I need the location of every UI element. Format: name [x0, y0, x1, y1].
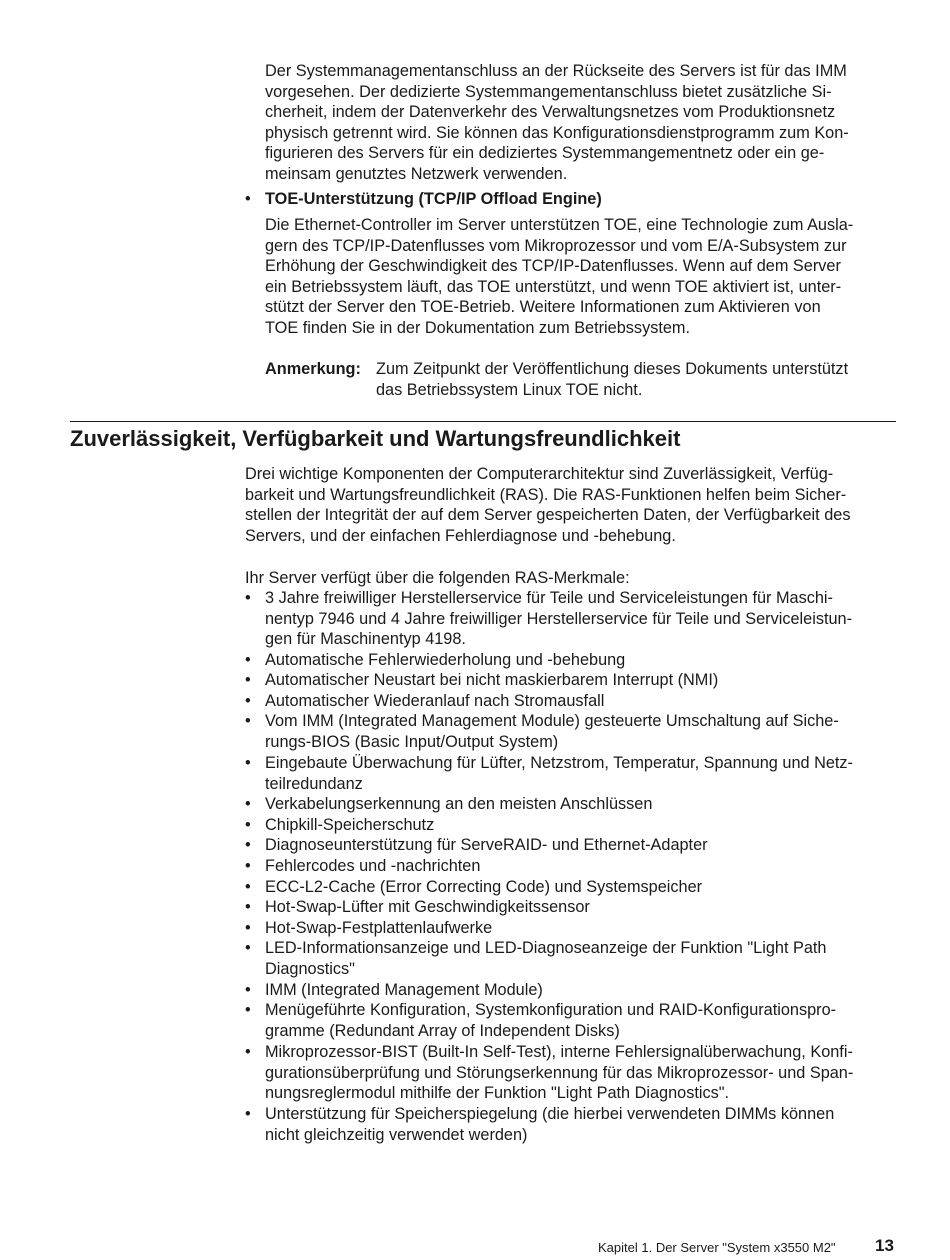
text-line: gramme (Redundant Array of Independent Disks) [265, 1021, 620, 1040]
list-item [245, 691, 605, 712]
bullet-marker: • [245, 1043, 251, 1061]
text-line: cherheit, indem der Datenverkehr des Verwaltungsnetzes vom Produktionsnetz [265, 103, 836, 122]
intro-paragraph [265, 61, 849, 185]
text-line: ein Betriebssystem läuft, das TOE unterstützt, und wenn TOE aktiviert ist, unter- [265, 277, 842, 296]
text-line: rungs-BIOS (Basic Input/Output System) [265, 732, 559, 751]
bullet-marker: • [245, 651, 251, 669]
note-label: Anmerkung: [265, 360, 361, 378]
text-line: Der Systemmanagementanschluss an der Rückseite des Servers ist für das IMM [265, 62, 847, 80]
text-line: Eingebaute Überwachung für Lüfter, Netzstrom, Temperatur, Spannung und Netz- [265, 754, 853, 772]
text-line: Menügeführte Konfiguration, Systemkonfiguration und RAID-Konfigurationspro- [265, 1001, 837, 1019]
list-item [245, 650, 626, 671]
bullet-marker: • [245, 939, 251, 957]
text-line: Automatischer Neustart bei nicht maskierbarem Interrupt (NMI) [265, 671, 719, 689]
list-item [245, 938, 827, 979]
bullet-marker: • [245, 1001, 251, 1019]
bullet-marker: • [245, 836, 251, 854]
list-item [245, 670, 719, 691]
text-line: Mikroprozessor-BIST (Built-In Self-Test), interne Fehlersignalüberwachung, Konfi- [265, 1043, 853, 1061]
text-line: Vom IMM (Integrated Management Module) gesteuerte Umschaltung auf Siche- [265, 712, 839, 730]
section-divider [70, 421, 896, 422]
bullet-marker: • [245, 795, 251, 813]
text-line: ECC-L2-Cache (Error Correcting Code) und Systemspeicher [265, 878, 703, 896]
toe-bullet [245, 189, 602, 210]
list-item [245, 856, 481, 877]
list-item [245, 794, 653, 815]
text-line: Hot-Swap-Lüfter mit Geschwindigkeitssensor [265, 898, 590, 916]
text-line: nentyp 7946 und 4 Jahre freiwilliger Herstellerservice für Teile und Serviceleistun- [265, 609, 853, 628]
bullet-marker: • [245, 857, 251, 875]
bullet-marker: • [245, 898, 251, 916]
text-line: Unterstützung für Speicherspiegelung (die hierbei verwendeten DIMMs können [265, 1105, 835, 1123]
text-line: TOE finden Sie in der Dokumentation zum Betriebssystem. [265, 318, 691, 337]
note-text [376, 359, 848, 400]
list-item [245, 1000, 837, 1041]
bullet-marker: • [245, 190, 251, 208]
bullet-marker: • [245, 919, 251, 937]
text-line: Servers, und der einfachen Fehlerdiagnose und -behebung. [245, 526, 676, 545]
text-line: barkeit und Wartungsfreundlichkeit (RAS). Die RAS-Funktionen helfen beim Sicher- [245, 485, 847, 504]
toe-paragraph [265, 215, 853, 339]
text-line: meinsam genutztes Netzwerk verwenden. [265, 164, 568, 183]
list-item [245, 815, 435, 836]
footer-chapter-title: Kapitel 1. Der Server "System x3550 M2" [598, 1240, 836, 1255]
list-item [245, 1042, 854, 1104]
bullet-marker: • [245, 692, 251, 710]
text-line: Erhöhung der Geschwindigkeit des TCP/IP-Datenflusses. Wenn auf dem Server [265, 257, 841, 276]
bullet-marker: • [245, 1105, 251, 1123]
text-line: nicht gleichzeitig verwendet werden) [265, 1125, 528, 1144]
text-line: IMM (Integrated Management Module) [265, 981, 543, 999]
text-line: gurationsüberprüfung und Störungserkennung für das Mikroprozessor- und Span- [265, 1063, 854, 1082]
text-line: stützt der Server den TOE-Betrieb. Weitere Informationen zum Aktivieren von [265, 298, 821, 317]
text-line: Die Ethernet-Controller im Server unterstützen TOE, eine Technologie zum Ausla- [265, 216, 854, 234]
page-number: 13 [875, 1236, 894, 1255]
text-line: teilredundanz [265, 774, 363, 793]
bullet-marker: • [245, 671, 251, 689]
list-item [245, 980, 543, 1001]
text-line: Chipkill-Speicherschutz [265, 816, 435, 834]
bullet-marker: • [245, 981, 251, 999]
text-line: Verkabelungserkennung an den meisten Anschlüssen [265, 795, 653, 813]
bullet-marker: • [245, 754, 251, 772]
text-line: gern des TCP/IP-Datenflusses vom Mikroprozessor und vom E/A-Subsystem zur [265, 236, 847, 255]
text-line: Automatischer Wiederanlauf nach Stromausfall [265, 692, 605, 710]
section-heading: Zuverlässigkeit, Verfügbarkeit und Wartungsfreundlichkeit [70, 426, 681, 451]
text-line: das Betriebssystem Linux TOE nicht. [376, 380, 643, 399]
list-item [245, 711, 839, 752]
text-line: Drei wichtige Komponenten der Computerarchitektur sind Zuverlässigkeit, Verfüg- [245, 465, 834, 483]
text-line: Fehlercodes und -nachrichten [265, 857, 481, 875]
text-line: Ihr Server verfügt über die folgenden RAS-Merkmale: [245, 569, 630, 587]
toe-title: TOE-Unterstützung (TCP/IP Offload Engine) [265, 190, 602, 208]
text-line: physisch getrennt wird. Sie können das Konfigurationsdienstprogramm zum Kon- [265, 123, 849, 142]
text-line: Diagnoseunterstützung für ServeRAID- und Ethernet-Adapter [265, 836, 708, 854]
text-line: Zum Zeitpunkt der Veröffentlichung dieses Dokuments unterstützt [376, 360, 849, 378]
list-item [245, 877, 703, 898]
list-item [245, 588, 853, 650]
text-line: Automatische Fehlerwiederholung und -behebung [265, 651, 626, 669]
list-intro [245, 568, 630, 589]
list-item [245, 753, 853, 794]
text-line: vorgesehen. Der dedizierte Systemmangementanschluss bietet zusätzliche Si- [265, 82, 832, 101]
list-item [245, 1104, 835, 1145]
bullet-marker: • [245, 816, 251, 834]
text-line: nungsreglermodul mithilfe der Funktion "Light Path Diagnostics". [265, 1084, 730, 1103]
section-intro-paragraph [245, 464, 850, 546]
text-line: gen für Maschinentyp 4198. [265, 630, 466, 649]
bullet-marker: • [245, 878, 251, 896]
text-line: figurieren des Servers für ein dediziertes Systemmangementnetz oder ein ge- [265, 144, 825, 163]
list-item [245, 897, 590, 918]
list-item [245, 918, 493, 939]
text-line: stellen der Integrität der auf dem Server gespeicherten Daten, der Verfügbarkeit des [245, 506, 851, 525]
bullet-marker: • [245, 712, 251, 730]
text-line: Diagnostics" [265, 959, 355, 978]
text-line: LED-Informationsanzeige und LED-Diagnoseanzeige der Funktion "Light Path [265, 939, 827, 957]
list-item [245, 835, 708, 856]
bullet-marker: • [245, 589, 251, 607]
text-line: Hot-Swap-Festplattenlaufwerke [265, 919, 493, 937]
text-line: 3 Jahre freiwilliger Herstellerservice für Teile und Serviceleistungen für Maschi- [265, 589, 833, 607]
